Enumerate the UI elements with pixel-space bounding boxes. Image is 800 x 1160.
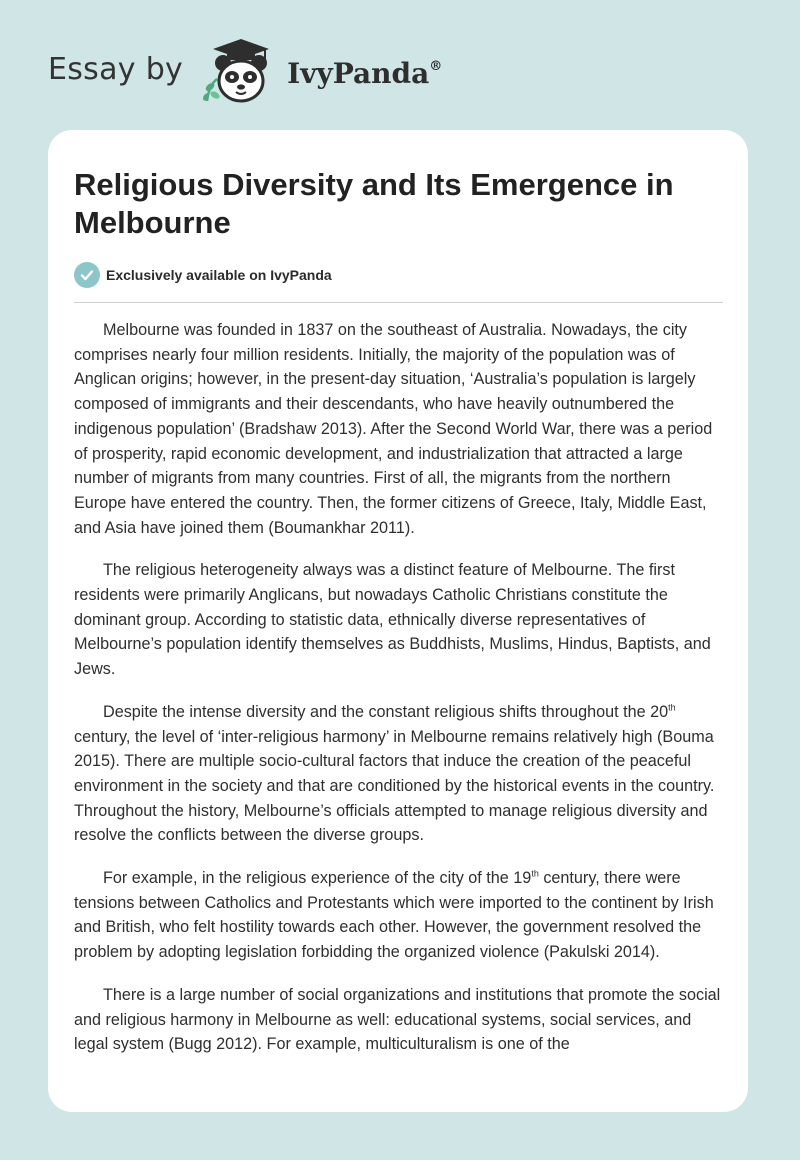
paragraph: The religious heterogeneity always was a distinct feature of Melbourne. The first residents were primarily Anglicans, but nowadays Catholic Christians constitute the dominant group. According to statistic data, ethnically diverse representatives of Melbourne’s population identify themselves as Buddhists, Muslims, Hindus, Baptists, and Jews. [74,561,711,679]
site-header [48,36,468,106]
essay-body [74,318,726,1075]
page-title: Religious Diversity and Its Emergence in Melbourne [74,167,674,240]
paragraph: Despite the intense diversity and the constant religious shifts throughout the 20th century, the level of ‘inter-religious harmony’ in Melbourne remains relatively high (Bouma 2015). There are multiple socio-cultural factors that induce the creation of the peaceful environment in the society and that are conditioned by the historical events in the country. Throughout the history, Melbourne’s officials attempted to manage religious diversity and resolve the conflicts between the diverse groups. [74,702,715,845]
registered-mark: ® [429,58,443,74]
brand-name[interactable]: IvyPanda® [287,56,443,90]
paragraph: Melbourne was founded in 1837 on the southeast of Australia. Nowadays, the city comprises nearly four million residents. Initially, the majority of the population was of Anglican origins; however, in the present-day situation, ‘Australia’s population is largely composed of immigrants and their descendants, who have heavily outnumbered the indigenous population’ (Bradshaw 2013). After the Second World War, there was a period of prosperity, rapid economic development, and industrialization that attracted a large number of migrants from many countries. First of all, the migrants from the northern Europe have entered the country. Then, the former citizens of Greece, Italy, Middle East, and Asia have joined them (Boumankhar 2011). [74,321,713,537]
panda-graduate-icon [197,35,283,107]
exclusive-badge [74,262,332,288]
essay-by-label: Essay by [48,51,184,87]
paragraph: For example, in the religious experience of the city of the 19th century, there were tensions between Catholics and Protestants which were imported to the continent by Irish and British, who felt hostility towards each other. However, the government resolved the problem by adopting legislation forbidding the organized violence (Pakulski 2014). [74,868,714,962]
checkmark-icon [74,262,100,288]
paragraph: There is a large number of social organizations and institutions that promote the social and religious harmony in Melbourne as well: educational systems, social services, and legal system (Bugg 2012). For example, multiculturalism is one of the [74,985,721,1054]
badge-label: Exclusively available on IvyPanda [106,267,332,283]
divider [74,302,723,303]
essay-card [48,130,748,1112]
